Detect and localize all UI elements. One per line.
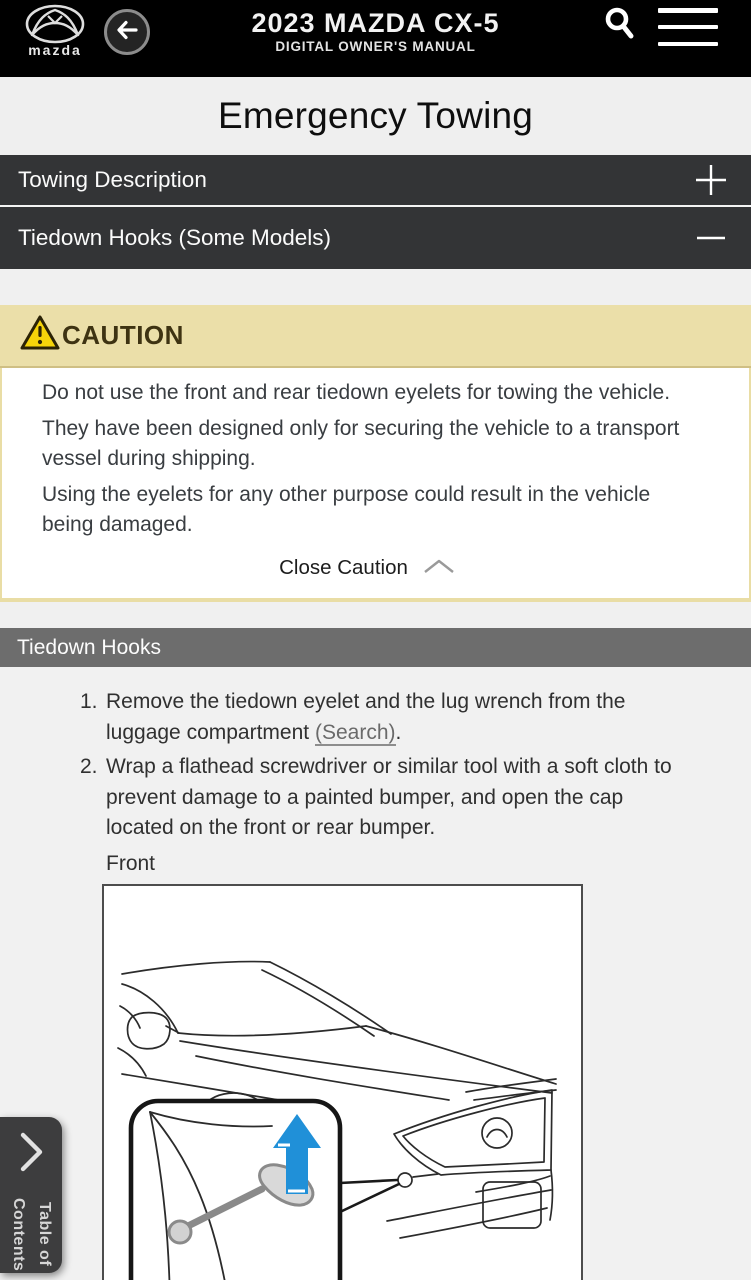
manual-title: 2023 MAZDA CX-5 <box>251 8 500 38</box>
minus-icon <box>695 222 727 254</box>
caution-title: CAUTION <box>62 320 184 350</box>
accordion-label: Tiedown Hooks (Some Models) <box>18 225 332 250</box>
page-title: Emergency Towing <box>217 95 534 136</box>
close-caution-button[interactable] <box>42 556 693 584</box>
caution-body <box>0 368 751 602</box>
figure-caption: Front <box>106 851 156 875</box>
table-of-contents-tab[interactable] <box>0 1117 62 1273</box>
caution-header <box>0 305 751 368</box>
step-text <box>106 687 680 748</box>
spacer <box>0 602 751 628</box>
menu-button[interactable] <box>658 5 718 49</box>
page-title-bar <box>0 77 751 155</box>
caution-paragraph: Using the eyelets for any other purpose could result in the vehicle being damaged. <box>42 483 651 536</box>
section-content <box>0 667 751 1280</box>
chevron-up-icon <box>408 557 456 580</box>
search-icon <box>601 5 639 48</box>
spacer <box>0 269 751 305</box>
chevron-right-icon <box>16 1131 46 1178</box>
step-text-after: . <box>395 720 402 744</box>
caution-paragraph: They have been designed only for securing the vehicle to a transport vessel during shipping. <box>42 417 680 470</box>
warning-triangle-icon <box>20 315 60 356</box>
mazda-wordmark: mazda <box>28 42 82 58</box>
step-number: 1. <box>80 690 98 713</box>
section-header-tiedown-hooks <box>0 628 751 667</box>
tiedown-figure-image <box>102 884 583 1280</box>
vehicle-line-drawing <box>104 886 581 1280</box>
step-number: 2. <box>80 755 98 778</box>
step-text: Wrap a flathead screwdriver or similar tool with a soft cloth to prevent damage to a painted bumper, and open the cap located on the front or rear bumper. <box>106 755 672 839</box>
caution-box <box>0 305 751 602</box>
search-button[interactable] <box>598 4 642 48</box>
accordion-towing-description[interactable] <box>0 155 751 207</box>
step-1 <box>80 687 680 748</box>
accordion-tiedown-hooks[interactable] <box>0 207 751 269</box>
step-text-before: Remove the tiedown eyelet and the lug wrench from the luggage compartment <box>106 690 626 744</box>
step-2 <box>80 752 680 844</box>
table-of-contents-label: Table of Contents <box>10 1197 53 1272</box>
section-title: Tiedown Hooks <box>17 635 161 659</box>
search-link[interactable]: (Search) <box>314 720 396 744</box>
close-caution-label: Close Caution <box>279 556 408 579</box>
manual-subtitle: DIGITAL OWNER'S MANUAL <box>275 39 476 54</box>
accordion-label: Towing Description <box>18 167 207 192</box>
plus-icon <box>695 164 727 196</box>
caution-paragraph: Do not use the front and rear tiedown eyelets for towing the vehicle. <box>42 381 671 404</box>
app-header <box>0 0 751 77</box>
